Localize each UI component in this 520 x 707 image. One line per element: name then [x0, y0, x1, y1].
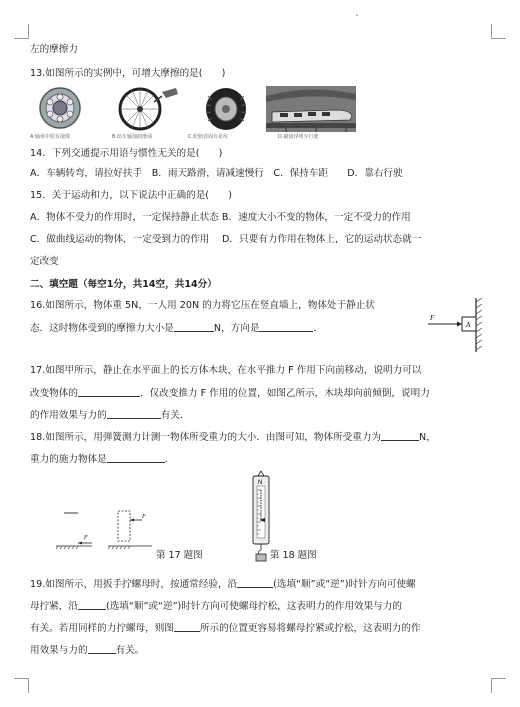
- question-18-line2: [30, 453, 174, 466]
- answer-blank-q18-source[interactable]: [107, 453, 165, 463]
- q13-caption-c: C.轮胎表面有花纹: [188, 134, 229, 140]
- bearing-image: [30, 86, 104, 132]
- answer-blank-q19-tighten[interactable]: [237, 578, 273, 588]
- answer-blank-q18-weight[interactable]: [381, 431, 419, 441]
- scan-dot: [356, 14, 358, 16]
- q19-text-4: (选填“顺”或“逆”)时针方向可使螺母拧松，这表明力的作用效果与力的: [105, 601, 402, 612]
- question-19-line4: [30, 644, 144, 657]
- question-14: 14．下列交通提示用语与惯性无关的是( ): [30, 148, 223, 159]
- q17-text-2: ．仅改变推力 F 作用的位置，如图乙所示，木块却向前倾倒，说明力: [139, 388, 430, 399]
- crop-mark-top-right: [491, 24, 506, 39]
- question-14-options: A．车辆转弯，请拉好扶手 B．雨天路滑，请减速慢行 C．保持车距 D．靠右行驶: [30, 168, 403, 179]
- q18-text-4: ．: [164, 454, 175, 465]
- q19-text-3: 母拧紧，沿: [30, 601, 78, 612]
- question-17-line2: [30, 387, 430, 400]
- question-16-line2: [30, 322, 323, 335]
- crop-mark-top-left: [14, 24, 29, 39]
- answer-blank-q19-figure[interactable]: [174, 622, 200, 632]
- maglev-train-image: [266, 86, 356, 132]
- figure-18-caption: 第 18 题图: [270, 550, 317, 561]
- tire-image: [192, 86, 266, 132]
- q13-caption-b: B.给车轴加润滑油: [112, 134, 153, 140]
- bicycle-wheel-image: [110, 86, 184, 132]
- question-17-line3: [30, 409, 190, 422]
- q19-text-5: 有关。若用同样的力拧螺母，则图: [30, 623, 174, 634]
- q18-text-1: 18.如图所示，用弹簧测力计测一物体所受重力的大小．由图可知，物体所受重力为: [30, 432, 382, 443]
- question-15-options-ab: A．物体不受力的作用时，一定保持静止状态 B．速度大小不变的物体，一定不受力的作用: [30, 212, 411, 223]
- q19-text-1: 19.如图所示，用扳手拧螺母时，按通常经验，沿: [30, 579, 238, 590]
- q18-spring-balance-figure: [246, 470, 276, 562]
- q16-text-1: 态．这时物体受到的摩擦力大小是: [30, 323, 174, 334]
- q19-text-7: 用效果与力的: [30, 645, 88, 656]
- q16-text-3: ．: [313, 323, 324, 334]
- force-label-f: F: [430, 314, 435, 322]
- q17-block-figures: [56, 506, 156, 558]
- question-18-line1: [30, 431, 436, 444]
- continued-text: 左的摩擦力: [30, 44, 78, 55]
- q17-text-4: 有关．: [160, 410, 190, 421]
- fig17b-force-label: F: [142, 514, 146, 520]
- question-19-line2: [30, 600, 402, 613]
- q18-text-3: 重力的施力物体是: [30, 454, 107, 465]
- q17-text-1: 改变物体的: [30, 388, 78, 399]
- crop-mark-bottom-right: [491, 678, 506, 693]
- q16-wall-figure: [424, 296, 486, 354]
- answer-blank-q17-factor[interactable]: [107, 409, 161, 419]
- question-15-continued: 定改变: [30, 256, 59, 267]
- question-17-line1: 17.如图甲所示，静止在水平面上的长方体木块，在水平推力 F 作用下向前移动，说明力可以: [30, 365, 422, 376]
- answer-blank-q17-state[interactable]: [78, 387, 140, 397]
- q19-text-8: 有关。: [115, 645, 145, 656]
- q13-figures: [30, 86, 370, 142]
- question-19-line1: [30, 578, 416, 591]
- answer-blank-q16-friction[interactable]: [174, 322, 214, 332]
- answer-blank-q19-factor[interactable]: [88, 644, 116, 654]
- question-15: 15．关于运动和力，以下说法中正确的是( ): [30, 190, 232, 201]
- fig17a-force-label: F: [84, 535, 88, 541]
- answer-blank-q16-direction[interactable]: [259, 322, 313, 332]
- question-19-line3: [30, 622, 421, 635]
- q19-text-6: 所示的位置更容易将螺母拧紧或拧松，这表明力的作: [199, 623, 421, 634]
- q13-caption-d: D.磁悬浮列车行驶: [278, 134, 319, 140]
- figure-17-caption: 第 17 题图: [156, 550, 203, 561]
- q13-caption-a: A.轴承中装有滚珠: [30, 134, 70, 140]
- question-13: 13.如图所示的实例中，可增大摩擦的是( ): [30, 68, 226, 79]
- crop-mark-bottom-left: [14, 678, 29, 693]
- answer-blank-q19-loosen[interactable]: [78, 600, 106, 610]
- q17-text-3: 的作用效果与力的: [30, 410, 107, 421]
- q16-text-2: N，方向是: [213, 323, 260, 334]
- section-title-fill-in: 二、填空题（每空1分，共14空，共14分）: [30, 279, 217, 290]
- block-label-a: A: [466, 321, 471, 329]
- question-16-line1: 16.如图所示，物体重 5N，一人用 20N 的力将它压在竖直墙上，物体处于静止状: [30, 300, 375, 311]
- q18-text-2: N，: [419, 432, 436, 443]
- meter-unit-label: N: [258, 480, 263, 486]
- question-15-options-cd: C．做曲线运动的物体，一定受到力的作用 D．只要有力作用在物体上，它的运动状态就一: [30, 234, 422, 245]
- q19-text-2: (选填“顺”或“逆”)时针方向可使螺: [273, 579, 416, 590]
